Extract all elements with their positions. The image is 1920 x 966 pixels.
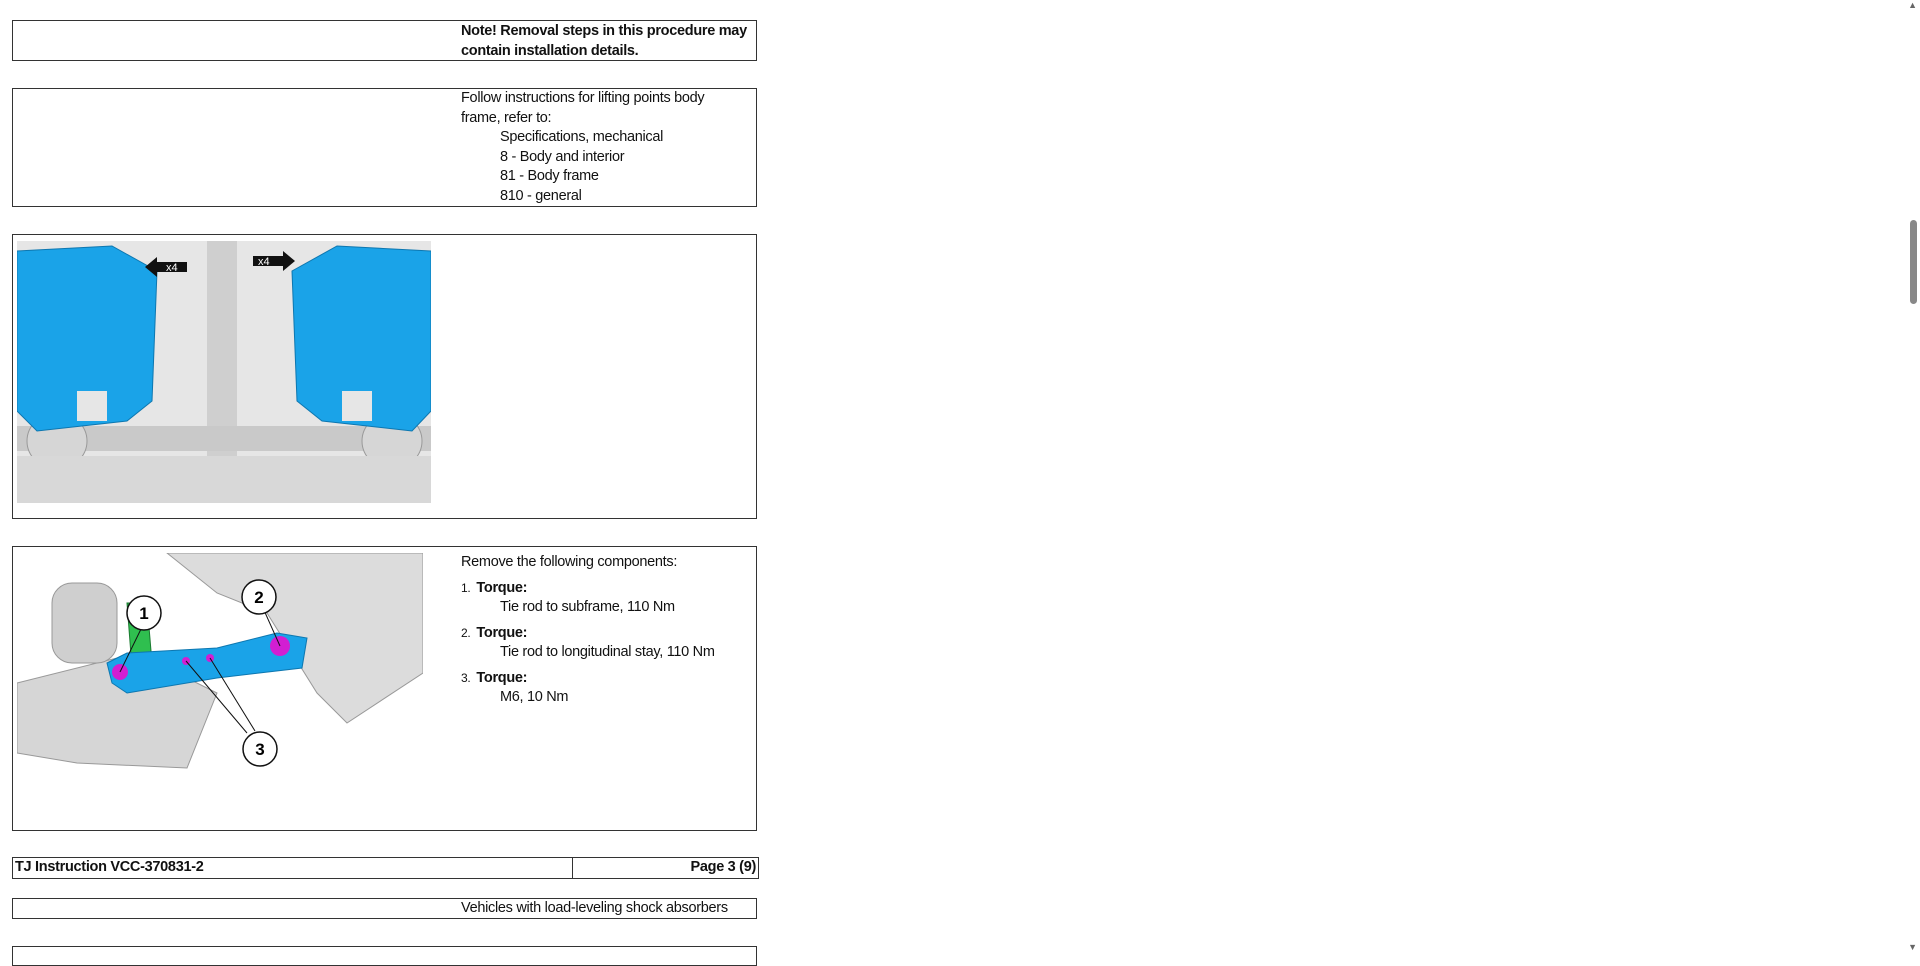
page-number: Page 3 (9) xyxy=(690,859,756,875)
lifting-box xyxy=(12,88,757,207)
page-footer xyxy=(12,857,759,879)
tie-rod-illustration xyxy=(17,553,423,773)
figure-box-tie-rod xyxy=(12,546,757,831)
underbody-panels-illustration xyxy=(17,241,431,503)
callout-1 xyxy=(127,596,161,630)
callout-3 xyxy=(243,732,277,766)
vertical-scrollbar[interactable] xyxy=(1905,0,1920,952)
quantity-label-right: x4 xyxy=(258,256,270,268)
svg-text:2: 2 xyxy=(254,588,264,607)
ref-link[interactable]: 81 - Body frame xyxy=(500,168,599,184)
figure-box-underbody xyxy=(12,234,757,519)
note-text xyxy=(461,22,747,61)
components-text xyxy=(461,553,715,708)
step-1: $^{1.}$ Torque: Tie rod to subframe, 110 Nm xyxy=(461,579,675,615)
document-id: TJ Instruction VCC-370831-2 xyxy=(15,859,204,875)
note-line-2: contain installation details. xyxy=(461,42,639,59)
callout-2 xyxy=(242,580,276,614)
lifting-text xyxy=(461,89,704,206)
scrollbar-thumb[interactable] xyxy=(1910,220,1917,304)
step-2: $^{2.}$ Torque: Tie rod to longitudinal stay, 110 Nm xyxy=(461,624,715,660)
step-3: $^{3.}$ Torque: M6, 10 Nm xyxy=(461,669,569,705)
lifting-line-1: Follow instructions for lifting points body xyxy=(461,90,705,106)
ref-link[interactable]: 8 - Body and interior xyxy=(500,148,625,165)
scroll-down-icon[interactable]: ▼ xyxy=(1908,942,1917,952)
note-line-1: Note! Removal steps in this procedure may xyxy=(461,23,747,39)
condition-box xyxy=(12,898,757,919)
scroll-up-icon[interactable]: ▲ xyxy=(1908,0,1917,10)
svg-text:1: 1 xyxy=(139,604,149,623)
footer-divider xyxy=(572,858,573,878)
components-intro: Remove the following components: xyxy=(461,554,678,570)
svg-text:3: 3 xyxy=(255,740,265,759)
next-box xyxy=(12,946,757,966)
condition-text: Vehicles with load-leveling shock absorbers xyxy=(461,900,728,916)
ref-link[interactable]: Specifications, mechanical xyxy=(500,129,664,145)
note-box xyxy=(12,20,757,61)
ref-link[interactable]: 810 - general xyxy=(500,187,582,204)
lifting-line-2: frame, refer to: xyxy=(461,109,552,126)
quantity-label-left: x4 xyxy=(166,262,178,274)
